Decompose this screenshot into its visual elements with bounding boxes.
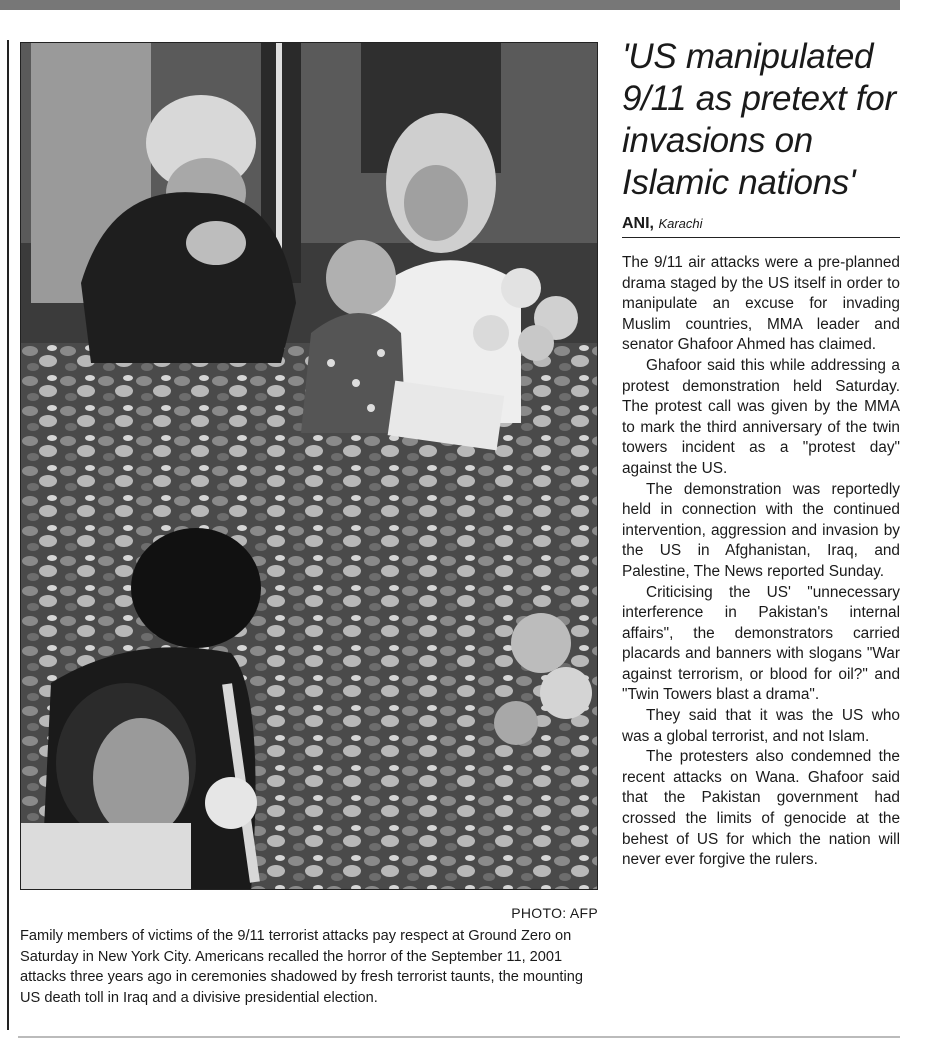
article-paragraph: The demonstration was reportedly held in connection with the continued intervention, aggression and invasion by the US in Afghanistan, Iraq, and Palestine, The News reported Sunday. (622, 480, 900, 580)
byline-place: Karachi (658, 216, 703, 231)
article-paragraph: They said that it was the US who was a global terrorist, and not Islam. (622, 707, 900, 745)
column-rule (7, 40, 9, 1030)
article-paragraph: The protesters also condemned the recent attacks on Wana. Ghafoor said that the Pakistan government had crossed the limits of genocide at the behest of US for which the nation will never ever forgive the rulers. (622, 748, 900, 869)
article-paragraph: Ghafoor said this while addressing a protest demonstration held Saturday. The protest call was given by the MMA to mark the third anniversary of the twin towers incident as a "protest day" against the US. (622, 356, 900, 477)
article-paragraph: Criticising the US' "unnecessary interference in Pakistan's internal affairs", the demonstrators carried placards and banners with slogans "War against terrorism, or blood for oil?" and "Twin Towers blast a drama". (622, 583, 900, 704)
byline-agency: ANI, (622, 215, 654, 232)
article-body (622, 253, 900, 871)
bottom-rule (18, 1036, 900, 1038)
headline: 'US manipulated 9/11 as pretext for invasions on Islamic nations' (622, 37, 896, 202)
top-rule (0, 0, 900, 10)
byline (622, 215, 900, 238)
photo-credit: PHOTO: AFP (511, 905, 598, 921)
photo-caption: Family members of victims of the 9/11 terrorist attacks pay respect at Ground Zero on Saturday in New York City. Americans recalled the horror of the September 11, 2001 attacks three years ago in ceremonies shadowed by fresh terrorist taunts, the mounting US death toll in Iraq and a divisive presidential election. (20, 928, 583, 1006)
article-paragraph: The 9/11 air attacks were a pre-planned drama staged by the US itself in order to manipulate an excuse for invading Muslim countries, MMA leader and senator Ghafoor Ahmed has claimed. (622, 254, 900, 354)
news-photo (20, 42, 598, 890)
